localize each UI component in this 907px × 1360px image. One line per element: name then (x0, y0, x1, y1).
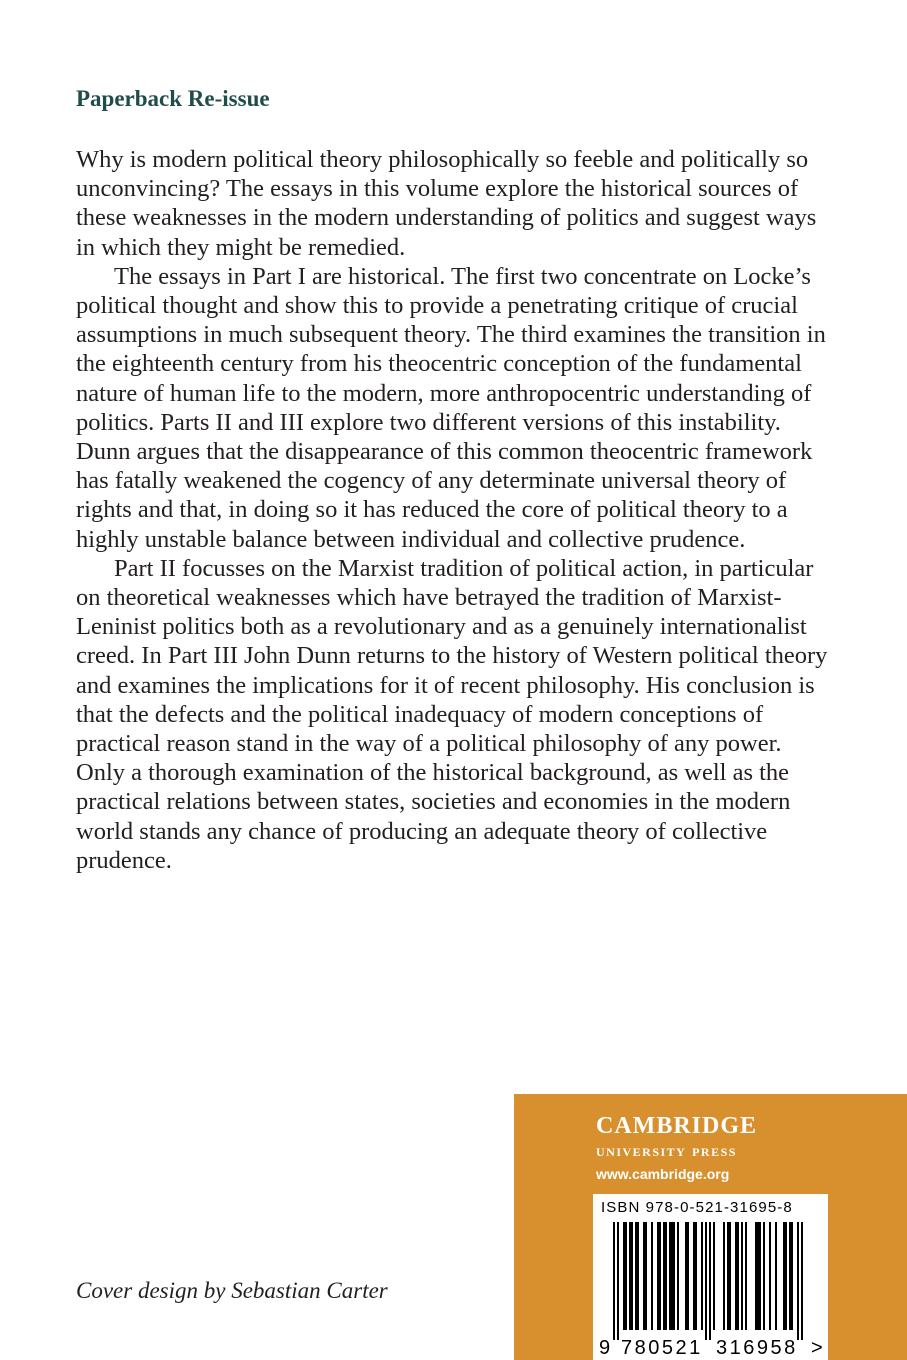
publisher-subtitle: university press (596, 1141, 737, 1160)
barcode-bar (745, 1222, 747, 1330)
barcode-bar (783, 1222, 785, 1330)
barcode-bar (729, 1222, 731, 1330)
publisher-name: cambridge (596, 1104, 758, 1141)
barcode-icon (593, 1194, 828, 1360)
barcode-bar (637, 1222, 639, 1330)
barcode-bar (797, 1222, 799, 1340)
barcode-bar (673, 1222, 675, 1330)
barcode-bar (741, 1222, 743, 1330)
barcode-bar (775, 1222, 777, 1330)
barcode-card (593, 1194, 828, 1360)
barcode-bar (769, 1222, 771, 1330)
barcode-bar (727, 1222, 729, 1330)
barcode-bar (785, 1222, 787, 1330)
barcode-bar (701, 1222, 703, 1330)
barcode-bar (645, 1222, 647, 1330)
barcode-bar (657, 1222, 659, 1330)
isbn-label: ISBN 978-0-521-31695-8 (601, 1199, 793, 1216)
barcode-bar (757, 1222, 759, 1330)
barcode-bar (737, 1222, 739, 1330)
barcode-bar (613, 1222, 615, 1340)
barcode-bar (735, 1222, 737, 1330)
barcode-bar (713, 1222, 715, 1330)
blurb-paragraph-1: Why is modern political theory philosophically so feeble and politically so unconvincing? The essays in this volume explore the historical sources of these weaknesses in the modern understanding of politics and suggest ways in which they might be remedied. (76, 146, 817, 261)
barcode-bar (669, 1222, 671, 1330)
barcode-right-digits: 316958 (716, 1337, 798, 1359)
barcode-bar (801, 1222, 803, 1340)
barcode-quiet-marker: > (811, 1337, 823, 1359)
cover-credit: Cover design by Sebastian Carter (76, 1278, 388, 1303)
publisher-url: www.cambridge.org (596, 1166, 730, 1182)
barcode-bar (635, 1222, 637, 1330)
barcode-bar (695, 1222, 697, 1330)
barcode-bar (629, 1222, 631, 1330)
barcode-bar (755, 1222, 757, 1330)
barcode-bar (665, 1222, 667, 1330)
barcode-bar (687, 1222, 689, 1330)
barcode-bar (663, 1222, 665, 1330)
barcode-bar (651, 1222, 653, 1330)
barcode-bar (659, 1222, 661, 1330)
barcode-bar (723, 1222, 725, 1330)
barcode-bar (677, 1222, 679, 1330)
barcode-left-digits: 780521 (621, 1337, 703, 1359)
barcode-bar (763, 1222, 765, 1330)
barcode-bar (685, 1222, 687, 1330)
barcode-bar (617, 1222, 619, 1340)
barcode-bar (671, 1222, 673, 1330)
blurb-paragraph-3: Part II focusses on the Marxist tradition of political action, in particular on theoretical weaknesses which have betrayed the tradition of Marxist-Leninist politics both as a revolutionary and as a genuinely internationalist creed. In Part III John Dunn returns to the history of Western political theory and examines the implications for it of recent philosophy. His conclusion is that the defects and the political inadequacy of modern conceptions of practical reason stand in the way of a political philosophy of any power. Only a thorough examination of the historical background, as well as the practical relations between states, societies and economies in the modern world stands any chance of producing an adequate theory of collective prudence. (76, 554, 828, 874)
barcode-bar (759, 1222, 761, 1330)
barcode-bar (625, 1222, 627, 1330)
barcode-bar (623, 1222, 625, 1330)
barcode-bar (643, 1222, 645, 1330)
barcode-bar (709, 1222, 711, 1340)
barcode-bar (705, 1222, 707, 1340)
barcode-bar (693, 1222, 695, 1330)
blurb-paragraph-2: The essays in Part I are historical. The first two concentrate on Locke’s political thought and show this to provide a penetrating critique of crucial assumptions in much subsequent theory. The third examines the transition in the eighteenth century from his theocentric conception of the fundamental nature of human life to the modern, more anthropocentric understanding of politics. Parts II and III explore two different versions of this instability. Dunn argues that the disappearance of this common theocentric framework has fatally weakened the cogency of any determinate universal theory of rights and that, in doing so it has reduced the core of political theory to a highly unstable balance between individual and collective prudence. (76, 262, 826, 553)
barcode-bar (791, 1222, 793, 1330)
barcode-bar (789, 1222, 791, 1330)
section-heading: Paperback Re-issue (76, 86, 270, 111)
publisher-box (514, 1094, 907, 1360)
blurb-text (76, 145, 836, 875)
barcode-bar (631, 1222, 633, 1330)
barcode-lead-digit: 9 (599, 1337, 611, 1359)
